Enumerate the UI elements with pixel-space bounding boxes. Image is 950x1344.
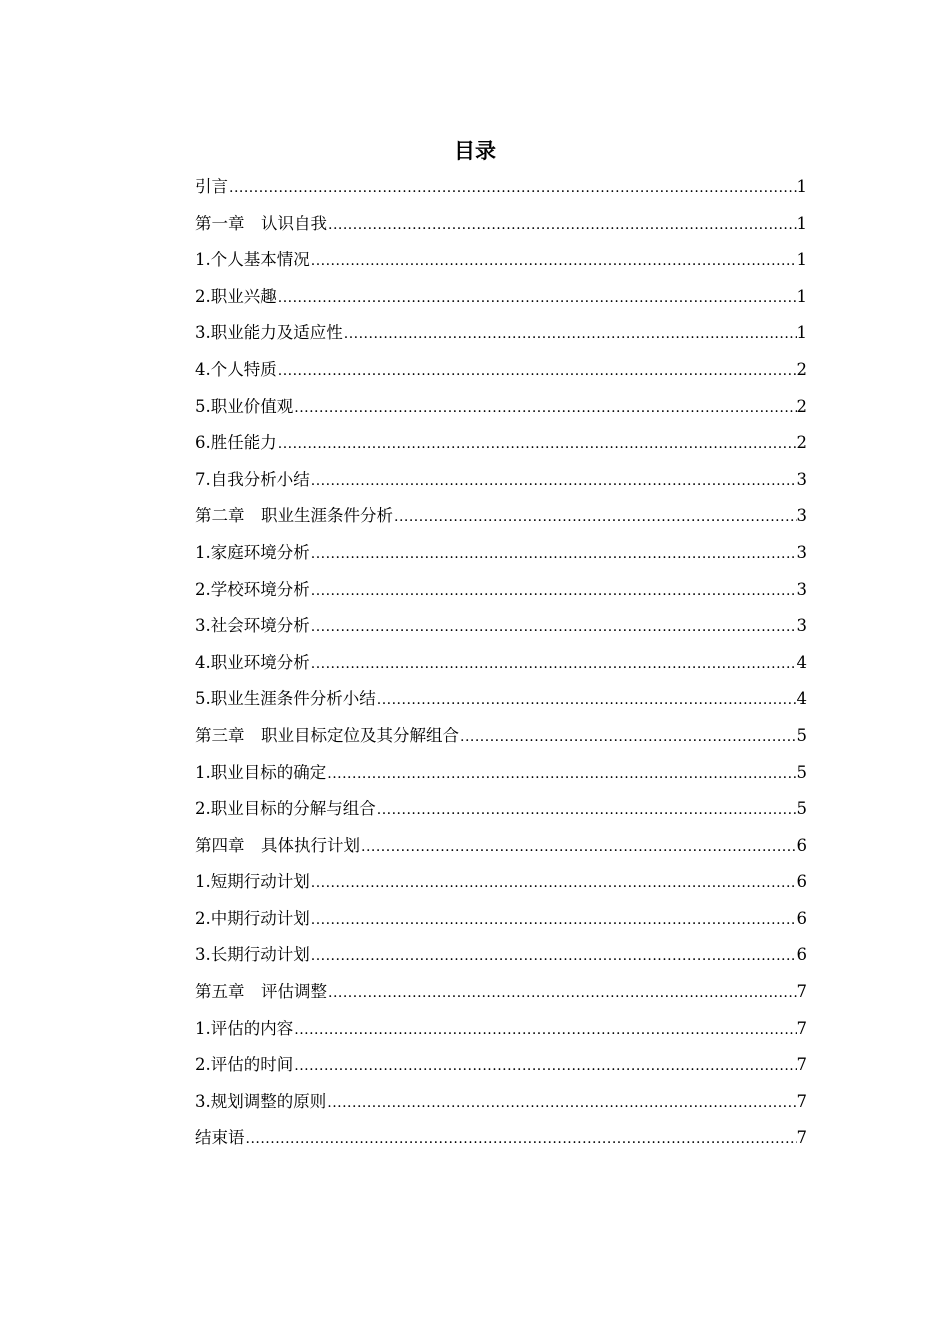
toc-entry[interactable] [195,613,807,650]
toc-entry-label: 3.职业能力及适应性 [195,323,343,343]
toc-entry[interactable] [195,320,807,357]
toc-entry-page-number: 7 [796,1055,807,1075]
toc-dot-leader [360,834,797,860]
toc-entry-page-number: 6 [796,872,807,892]
toc-dot-leader [310,943,797,969]
toc-dot-leader [310,541,797,567]
toc-dot-leader [293,1017,796,1043]
toc-entry[interactable] [195,247,807,284]
toc-entry[interactable] [195,650,807,687]
toc-entry[interactable] [195,723,807,760]
toc-entry-label: 2.学校环境分析 [195,579,310,599]
toc-entry[interactable] [195,211,807,248]
toc-entry[interactable] [195,430,807,467]
toc-entry-page-number: 6 [796,835,807,855]
toc-entry[interactable] [195,979,807,1016]
toc-entry-label: 第二章 职业生涯条件分析 [195,506,393,526]
toc-entry[interactable] [195,357,807,394]
toc-entry-page-number: 3 [796,506,807,526]
toc-dot-leader [310,614,797,640]
toc-entry[interactable] [195,686,807,723]
toc-entry-page-number: 1 [796,213,807,233]
toc-entry-page-number: 5 [796,725,807,745]
toc-entry[interactable] [195,1125,807,1162]
toc-entry-page-number: 3 [796,579,807,599]
toc-dot-leader [310,468,797,494]
toc-entry-page-number: 7 [796,1091,807,1111]
toc-entry-label: 5.职业价值观 [195,396,294,416]
toc-entry[interactable] [195,1016,807,1053]
toc-entry-page-number: 6 [796,908,807,928]
toc-entry-label: 3.长期行动计划 [195,945,310,965]
toc-entry[interactable] [195,869,807,906]
toc-dot-leader [326,761,796,787]
toc-entry-page-number: 1 [796,323,807,343]
toc-entry[interactable] [195,503,807,540]
toc-entry-label: 第一章 认识自我 [195,213,327,233]
toc-entry[interactable] [195,577,807,614]
toc-entry-page-number: 7 [796,1128,807,1148]
toc-entry-page-number: 2 [796,433,807,453]
toc-entry-label: 1.短期行动计划 [195,872,310,892]
toc-entry-label: 5.职业生涯条件分析小结 [195,689,376,709]
toc-entry[interactable] [195,174,807,211]
toc-entry[interactable] [195,796,807,833]
toc-dot-leader [327,980,797,1006]
toc-entry[interactable] [195,394,807,431]
toc-entry[interactable] [195,467,807,504]
toc-entry[interactable] [195,1089,807,1126]
toc-entry-label: 结束语 [195,1128,245,1148]
toc-dot-leader [310,907,797,933]
toc-entry-page-number: 3 [796,542,807,562]
toc-entry-label: 第五章 评估调整 [195,982,327,1002]
toc-title: 目录 [454,139,496,163]
toc-entry-label: 1.评估的内容 [195,1018,294,1038]
toc-entry-page-number: 1 [796,177,807,196]
toc-entry-page-number: 7 [796,982,807,1002]
toc-dot-leader [459,724,797,750]
toc-dot-leader [376,797,797,823]
toc-dot-leader [327,212,797,238]
toc-dot-leader [277,431,797,457]
toc-entry-label: 4.职业环境分析 [195,652,310,672]
toc-dot-leader [277,358,797,384]
toc-dot-leader [310,870,797,896]
toc-entry-page-number: 3 [796,616,807,636]
toc-entry[interactable] [195,942,807,979]
toc-entry-label: 第四章 具体执行计划 [195,835,360,855]
toc-entry-label: 6.胜任能力 [195,433,277,453]
toc-entry-page-number: 2 [796,359,807,379]
toc-dot-leader [277,285,797,311]
toc-entry[interactable] [195,1052,807,1089]
toc-entry[interactable] [195,760,807,797]
toc-entry-label: 2.职业兴趣 [195,286,277,306]
toc-dot-leader [310,578,797,604]
toc-dot-leader [293,395,796,421]
toc-dot-leader [310,651,797,677]
toc-entry-page-number: 1 [796,286,807,306]
toc-entry-page-number: 1 [796,250,807,270]
toc-dot-leader [293,1053,796,1079]
toc-entry[interactable] [195,906,807,943]
toc-dot-leader [228,175,797,201]
toc-list [195,174,807,1162]
toc-entry-page-number: 3 [796,469,807,489]
toc-entry-label: 3.规划调整的原则 [195,1091,327,1111]
toc-entry-page-number: 4 [796,689,807,709]
toc-dot-leader [245,1126,797,1152]
toc-entry-label: 4.个人特质 [195,359,277,379]
toc-entry[interactable] [195,540,807,577]
toc-entry-page-number: 5 [796,799,807,819]
toc-dot-leader [326,1090,796,1116]
toc-dot-leader [376,687,797,713]
toc-entry-page-number: 7 [796,1018,807,1038]
toc-entry-page-number: 6 [796,945,807,965]
toc-entry[interactable] [195,284,807,321]
toc-entry-label: 2.评估的时间 [195,1055,294,1075]
toc-entry-page-number: 4 [796,652,807,672]
toc-entry-label: 3.社会环境分析 [195,616,310,636]
toc-entry-page-number: 2 [796,396,807,416]
toc-entry-label: 2.职业目标的分解与组合 [195,799,376,819]
toc-entry-label: 引言 [195,177,228,196]
toc-entry-label: 第三章 职业目标定位及其分解组合 [195,725,459,745]
toc-entry-label: 7.自我分析小结 [195,469,310,489]
toc-entry-page-number: 5 [796,762,807,782]
toc-dot-leader [343,321,797,347]
toc-entry-label: 1.职业目标的确定 [195,762,327,782]
toc-entry[interactable] [195,833,807,870]
toc-entry-label: 2.中期行动计划 [195,908,310,928]
toc-entry-label: 1.个人基本情况 [195,250,310,270]
toc-entry-label: 1.家庭环境分析 [195,542,310,562]
toc-dot-leader [393,504,797,530]
toc-dot-leader [310,248,797,274]
